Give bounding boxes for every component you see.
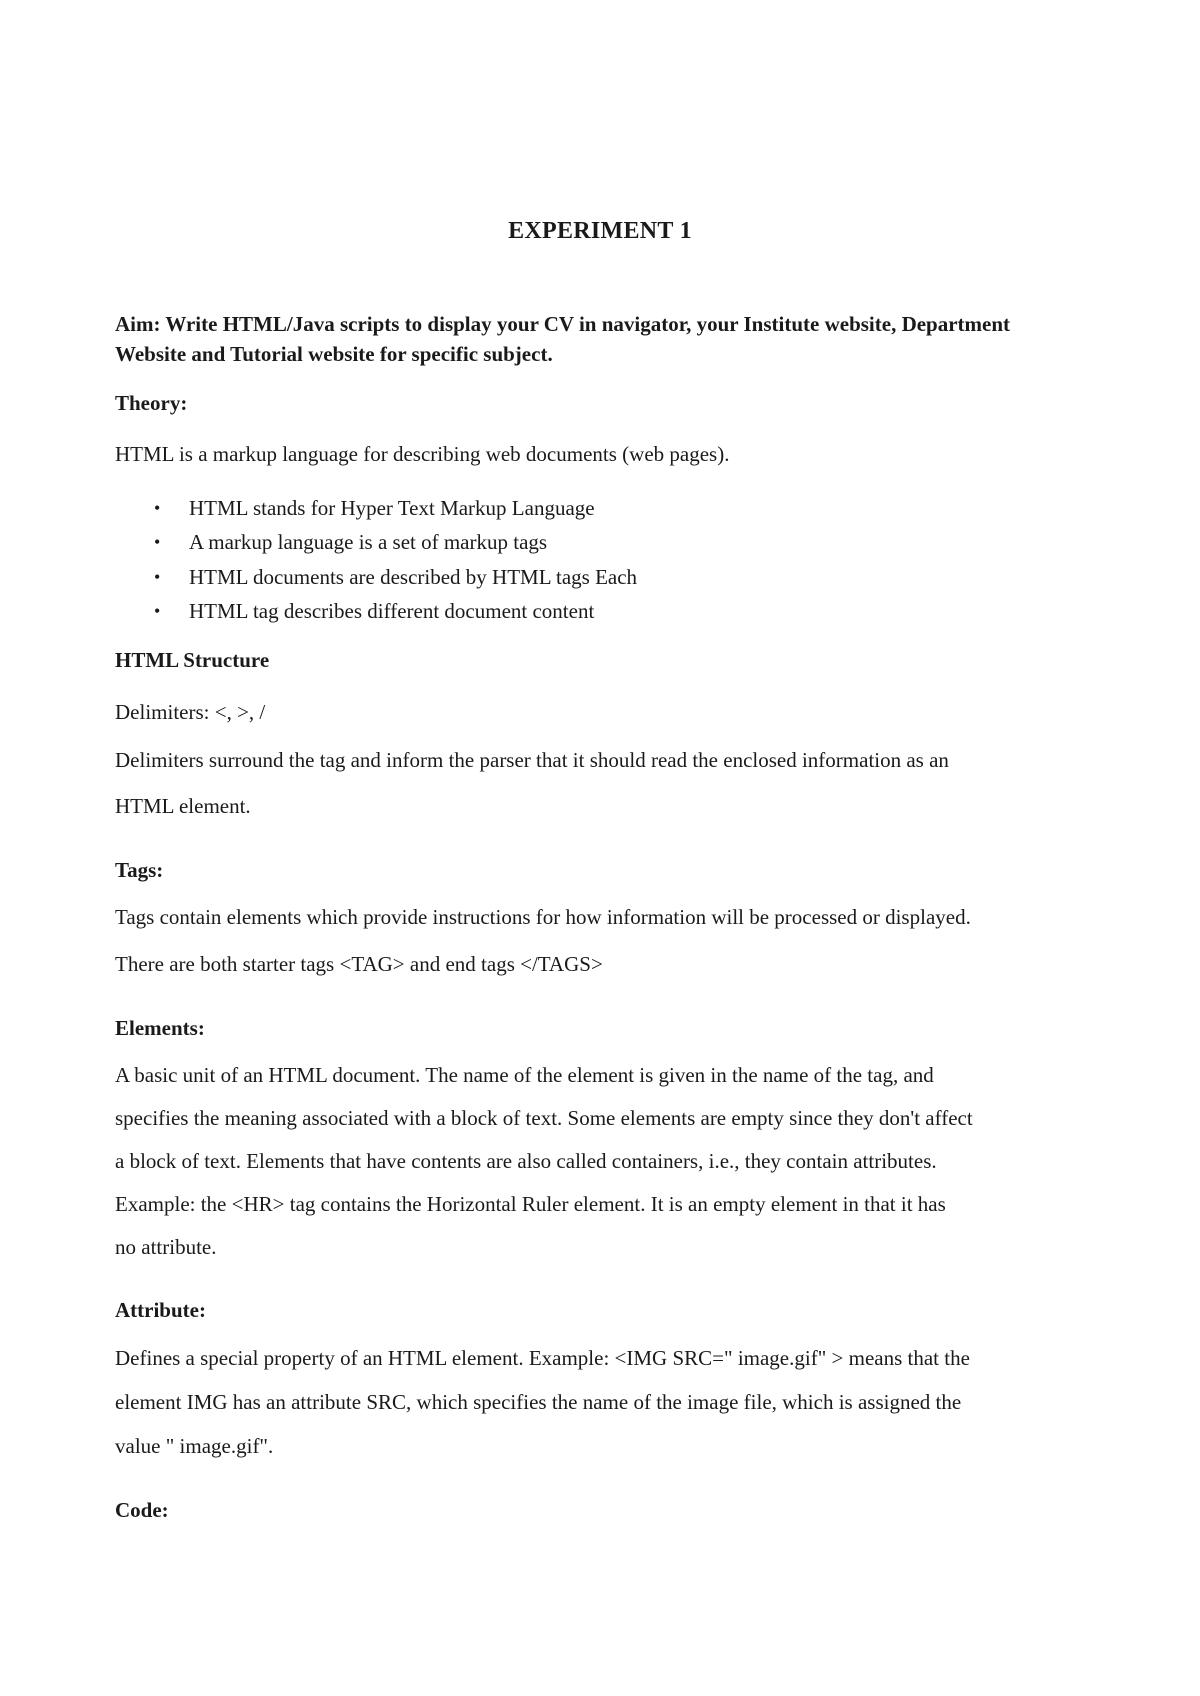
attribute-line-3: value " image.gif". [115,1434,274,1458]
tags-line-2: There are both starter tags <TAG> and end tags </TAGS> [115,952,603,976]
structure-desc-line-1: Delimiters surround the tag and inform the parser that it should read the enclosed information as an [115,748,949,772]
elements-line-2: specifies the meaning associated with a block of text. Some elements are empty since they don't affect [115,1106,973,1130]
attribute-line-1: Defines a special property of an HTML element. Example: <IMG SRC=" image.gif" > means that the [115,1346,970,1370]
bullet-text: HTML documents are described by HTML tags Each [189,565,638,589]
structure-heading: HTML Structure [115,648,270,672]
aim-line-2: Website and Tutorial website for specific subject. [115,342,553,366]
aim-line-1: Aim: Write HTML/Java scripts to display your CV in navigator, your Institute website, Department [115,312,1011,336]
bullet-text: A markup language is a set of markup tags [189,530,548,554]
structure-delimiters: Delimiters: <, >, / [115,700,266,724]
bullet-icon: • [154,567,161,587]
structure-desc-line-2: HTML element. [115,794,251,818]
theory-intro: HTML is a markup language for describing web documents (web pages). [115,442,730,466]
bullet-icon: • [154,532,161,552]
bullet-text: HTML stands for Hyper Text Markup Language [189,496,595,520]
page-title: EXPERIMENT 1 [508,218,692,244]
tags-heading: Tags: [115,858,164,882]
bullet-icon: • [154,498,161,518]
theory-heading: Theory: [115,391,188,415]
bullet-text: HTML tag describes different document content [189,599,595,623]
bullet-icon: • [154,601,161,621]
elements-line-1: A basic unit of an HTML document. The name of the element is given in the name of the tag, and [115,1063,934,1087]
tags-line-1: Tags contain elements which provide instructions for how information will be processed or displayed. [115,905,971,929]
code-heading: Code: [115,1498,169,1522]
elements-line-4: Example: the <HR> tag contains the Horizontal Ruler element. It is an empty element in that it has [115,1192,946,1216]
elements-line-5: no attribute. [115,1235,217,1259]
attribute-line-2: element IMG has an attribute SRC, which specifies the name of the image file, which is assigned the [115,1390,962,1414]
attribute-heading: Attribute: [115,1298,206,1322]
elements-line-3: a block of text. Elements that have contents are also called containers, i.e., they contain attributes. [115,1149,937,1173]
elements-heading: Elements: [115,1016,205,1040]
